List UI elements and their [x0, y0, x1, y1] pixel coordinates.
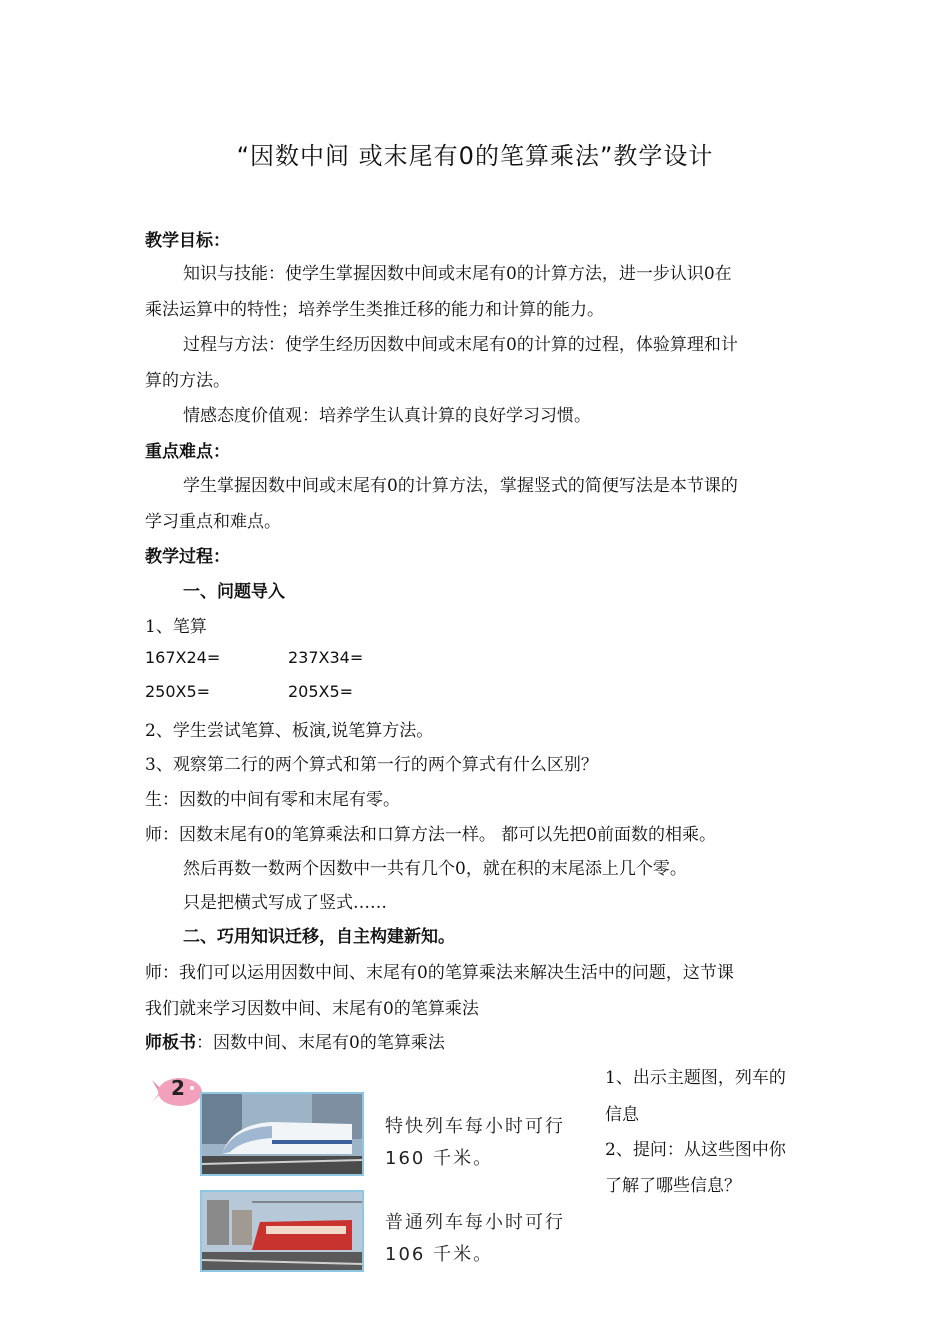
- expr-1: 167X24=: [145, 648, 221, 667]
- caption-express-1: 特快列车每小时可行: [385, 1116, 565, 1137]
- page-title: “因数中间 或末尾有0的笔算乘法”教学设计: [236, 142, 714, 170]
- express-train-image: [200, 1092, 364, 1176]
- student-answer: 生：因数的中间有零和末尾有零。: [145, 790, 400, 810]
- key-heading: 重点难点：: [145, 442, 230, 462]
- expr-4: 205X5=: [288, 682, 354, 701]
- teacher-line-2: 然后再数一数两个因数中一共有几个0，就在积的末尾添上几个零。: [183, 859, 687, 879]
- process-heading: 教学过程：: [145, 547, 230, 567]
- ordinary-train-image: [200, 1190, 364, 1272]
- teacher-line-4: 师：我们可以运用因数中间、末尾有0的笔算乘法来解决生活中的问题，这节课: [145, 963, 734, 983]
- board-text: ：因数中间、末尾有0的笔算乘法: [196, 1033, 445, 1053]
- badge-number: 2: [171, 1076, 185, 1100]
- key-line-1: 学生掌握因数中间或末尾有0的计算方法，掌握竖式的简便写法是本节课的: [183, 476, 738, 496]
- section-1-heading: 一、问题导入: [183, 582, 285, 602]
- goals-heading: 教学目标：: [145, 231, 230, 251]
- goals-line-1: 知识与技能：使学生掌握因数中间或末尾有0的计算方法，进一步认识0在: [183, 264, 732, 284]
- item-2: 2、学生尝试笔算、板演,说笔算方法。: [145, 721, 434, 741]
- section-2-heading: 二、巧用知识迁移，自主构建新知。: [183, 927, 455, 947]
- side-note-2: 信息: [605, 1105, 639, 1125]
- textbook-figure: [145, 1068, 595, 1283]
- side-note-4: 了解了哪些信息？: [605, 1176, 741, 1196]
- caption-express-2: 160 千米。: [385, 1148, 494, 1169]
- side-note-1: 1、出示主题图，列车的: [605, 1068, 786, 1088]
- teacher-line-5: 我们就来学习因数中间、末尾有0的笔算乘法: [145, 999, 479, 1019]
- side-note-3: 2、提问：从这些图中你: [605, 1140, 786, 1160]
- goals-line-2: 乘法运算中的特性；培养学生类推迁移的能力和计算的能力。: [145, 300, 604, 320]
- teacher-line-1: 师：因数末尾有0的笔算乘法和口算方法一样。 都可以先把0前面数的相乘。: [145, 825, 717, 845]
- expr-3: 250X5=: [145, 682, 211, 701]
- expr-2: 237X34=: [288, 648, 364, 667]
- board-line: [145, 1028, 445, 1053]
- item-1: 1、笔算: [145, 617, 207, 637]
- goals-line-4: 算的方法。: [145, 371, 230, 391]
- goals-line-5: 情感态度价值观：培养学生认真计算的良好学习习惯。: [183, 406, 591, 426]
- item-3: 3、观察第二行的两个算式和第一行的两个算式有什么区别？: [145, 755, 598, 775]
- goals-line-3: 过程与方法：使学生经历因数中间或末尾有0的计算的过程，体验算理和计: [183, 335, 738, 355]
- caption-ordinary-2: 106 千米。: [385, 1244, 494, 1265]
- key-line-2: 学习重点和难点。: [145, 512, 281, 532]
- caption-ordinary-1: 普通列车每小时可行: [385, 1212, 565, 1233]
- board-label: 师板书: [145, 1033, 196, 1053]
- teacher-line-3: 只是把横式写成了竖式……: [183, 893, 387, 913]
